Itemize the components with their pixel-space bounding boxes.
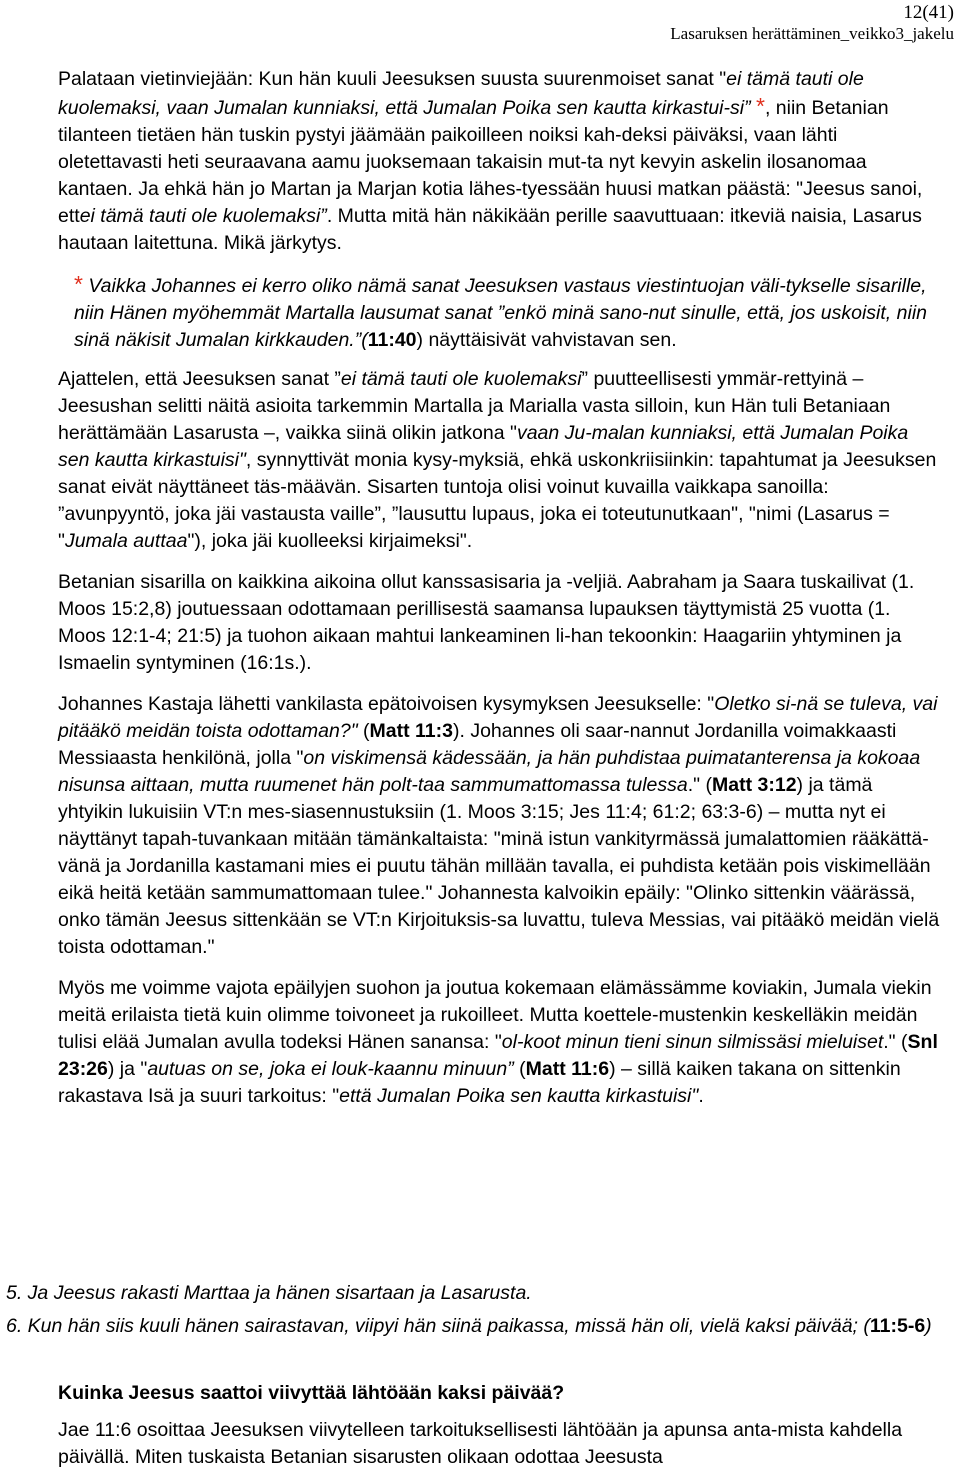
paragraph-abraham: Betanian sisarilla on kaikkina aikoina ollut kanssasisaria ja -veljiä. Aabraham ja Saara tuskailivat (1. Moos 15:2,8) joutuessaan odottamaan perillisestä saamansa lupauksen täyttymistä 25 vuotta (1. Moos 12:1-4; 21:5) ja tuohon aikaan mahtui lankeaminen li-han tekoonkin: Haagariin yhtyminen ja Ismaelin syntyminen (16:1s.).	[58, 571, 915, 674]
footnote-star-icon: *	[756, 93, 765, 119]
bible-reference: 11:5-6	[869, 1315, 926, 1337]
bible-reference: Matt 3:12	[712, 774, 797, 796]
paragraph-john-baptist: Johannes Kastaja lähetti vankilasta epätoivoisen kysymyksen Jeesukselle: "Oletko si-nä se tuleva, vai pitääkö meidän toista odottaman?" (Matt 11:3). Johannes oli saar-nannut Jordanilla voimakkaasti Messiaasta henkilönä, jolla "on viskimensä kädessään, ja hän puhdistaa puimatanterensa ja kokoaa nisunsa aittaan, mutta ruumenet hän polt-taa sammumattomassa tulessa." (Matt 3:12) ja tämä yhtyikin lukuisiin VT:n mes-siasennustuksiin (1. Moos 3:15; Jes 11:4; 61:2; 63:3-6) – mutta nyt ei näyttänyt tapah-tuvankaan mitään tämänkaltaista: "minä istun vankityrmässä jumalattomien rääkättä-vänä ja Jordanilla kastamani mies ei puutu tähän millään tavalla, ei puhdista ketään pois viskimellään eikä heitä ketään sammumattomaan tulee." Johannesta kalvoikin epäily: "Olinko sittenkin väärässä, onko tämän Jeesus sittenkään se VT:n Kirjoituksis-sa luvattu, tuleva Messias, vai pitääkö meidän vielä toista odottaman."	[58, 693, 940, 958]
scripture-verses	[6, 1280, 942, 1346]
bible-reference: 11:40	[367, 329, 417, 351]
document-body	[58, 66, 942, 1124]
footnote-star-icon: *	[74, 271, 83, 297]
bible-reference: Matt 11:3	[369, 720, 453, 742]
bible-reference: Snl 23:26	[58, 1031, 938, 1080]
paragraph-messenger: Palataan vietinviejään: Kun hän kuuli Jeesuksen suusta suurenmoiset sanat "ei tämä tauti ole kuolemaksi, vaan Jumalan kunniaksi, että Jumalan Poika sen kautta kirkastui-si” *, niin Betanian tilanteen tietäen hän tuskin pystyi jäämään paikoilleen noiksi kah-deksi päiväksi, vaan lähti oletettavasti heti seuraavana aamu juoksemaan takaisin mut-ta nyt kevyin askelin ilosanomaa kantaen. Ja ehkä hän jo Martan ja Marjan kotia lähes-tyessään huusi matkan päästä: "Jeesus sanoi, ettei tämä tauti ole kuolemaksi”. Mutta mitä hän näkikään perille saavuttuaan: itkeviä naisia, Lasarus hautaan laitettuna. Mikä järkytys.	[58, 68, 923, 254]
section-question: Kuinka Jeesus saattoi viivyttää lähtöään kaksi päivää?	[58, 1382, 565, 1404]
paragraph-reflection: Ajattelen, että Jeesuksen sanat ”ei tämä tauti ole kuolemaksi” puutteellisesti ymmär-rettyinä – Jeesushan selitti näitä asioita tarkemmin Martalla ja Marialla vasta silloin, kun Hän tuli Betaniaan herättämään Lasarusta –, vaikka siinä olikin jatkona "vaan Ju-malan kunniaksi, että Jumalan Poika sen kautta kirkastuisi", synnyttivät monia kysy-myksiä, ehkä uskonkriisiinkin: tapahtumat ja Jeesuksen sanat eivät näyttäneet täs-määvän. Sisarten tuntoja olisi voinut kuvailla vaikkapa sanoilla: ”avunpyyntö, joka jäi vastausta vaille”, ”lausuttu lupaus, joka ei toteutunutkaan", "nimi (Lasarus = "Jumala auttaa"), joka jäi kuolleeksi kirjaimeksi".	[58, 368, 937, 552]
paragraph-application: Myös me voimme vajota epäilyjen suohon ja joutua kokemaan elämässämme koviakin, Jumala viekin meitä erilaista tietä kuin olimme toivoneet ja rukoilleet. Mutta koettele-mustenkin keskelläkin meidän tulisi elää Jumalan avulla todeksi Hänen sanansa: "ol-koot minun tieni sinun silmissäsi mieluiset." (Snl 23:26) ja "autuas on se, joka ei louk-kaannu minuun” (Matt 11:6) – sillä kaiken takana on sittenkin rakastava Isä ja suuri tarkoitus: "että Jumalan Poika sen kautta kirkastuisi".	[58, 977, 938, 1107]
page-number: 12(41)	[903, 2, 954, 23]
footnote: * Vaikka Johannes ei kerro oliko nämä sanat Jeesuksen vastaus viestintuojan väli-tykselle sisarille, niin Hänen myöhemmät Martalla lausumat sanat ”enkö minä sano-nut sinulle, että, jos uskoisit, niin sinä näkisit Jumalan kirkkauden.”(11:40) näyttäisivät vahvistavan sen.	[74, 271, 928, 351]
bible-reference: Matt 11:6	[525, 1058, 610, 1080]
verse-6: 6. Kun hän siis kuuli hänen sairastavan, viipyi hän siinä paikassa, missä hän oli, vielä kaksi päivää; (11:5-6)	[6, 1315, 932, 1337]
document-name: Lasaruksen herättäminen_veikko3_jakelu	[670, 24, 954, 43]
page-header	[454, 0, 954, 44]
answer-paragraph: Jae 11:6 osoittaa Jeesuksen viivytelleen tarkoituksellisesti lähtöään ja apunsa anta-mista kahdella päivällä. Miten tuskaista Betanian sisarusten olikaan odottaa Jeesusta	[58, 1419, 903, 1468]
verse-5: 5. Ja Jeesus rakasti Marttaa ja hänen sisartaan ja Lasarusta.	[6, 1282, 532, 1304]
